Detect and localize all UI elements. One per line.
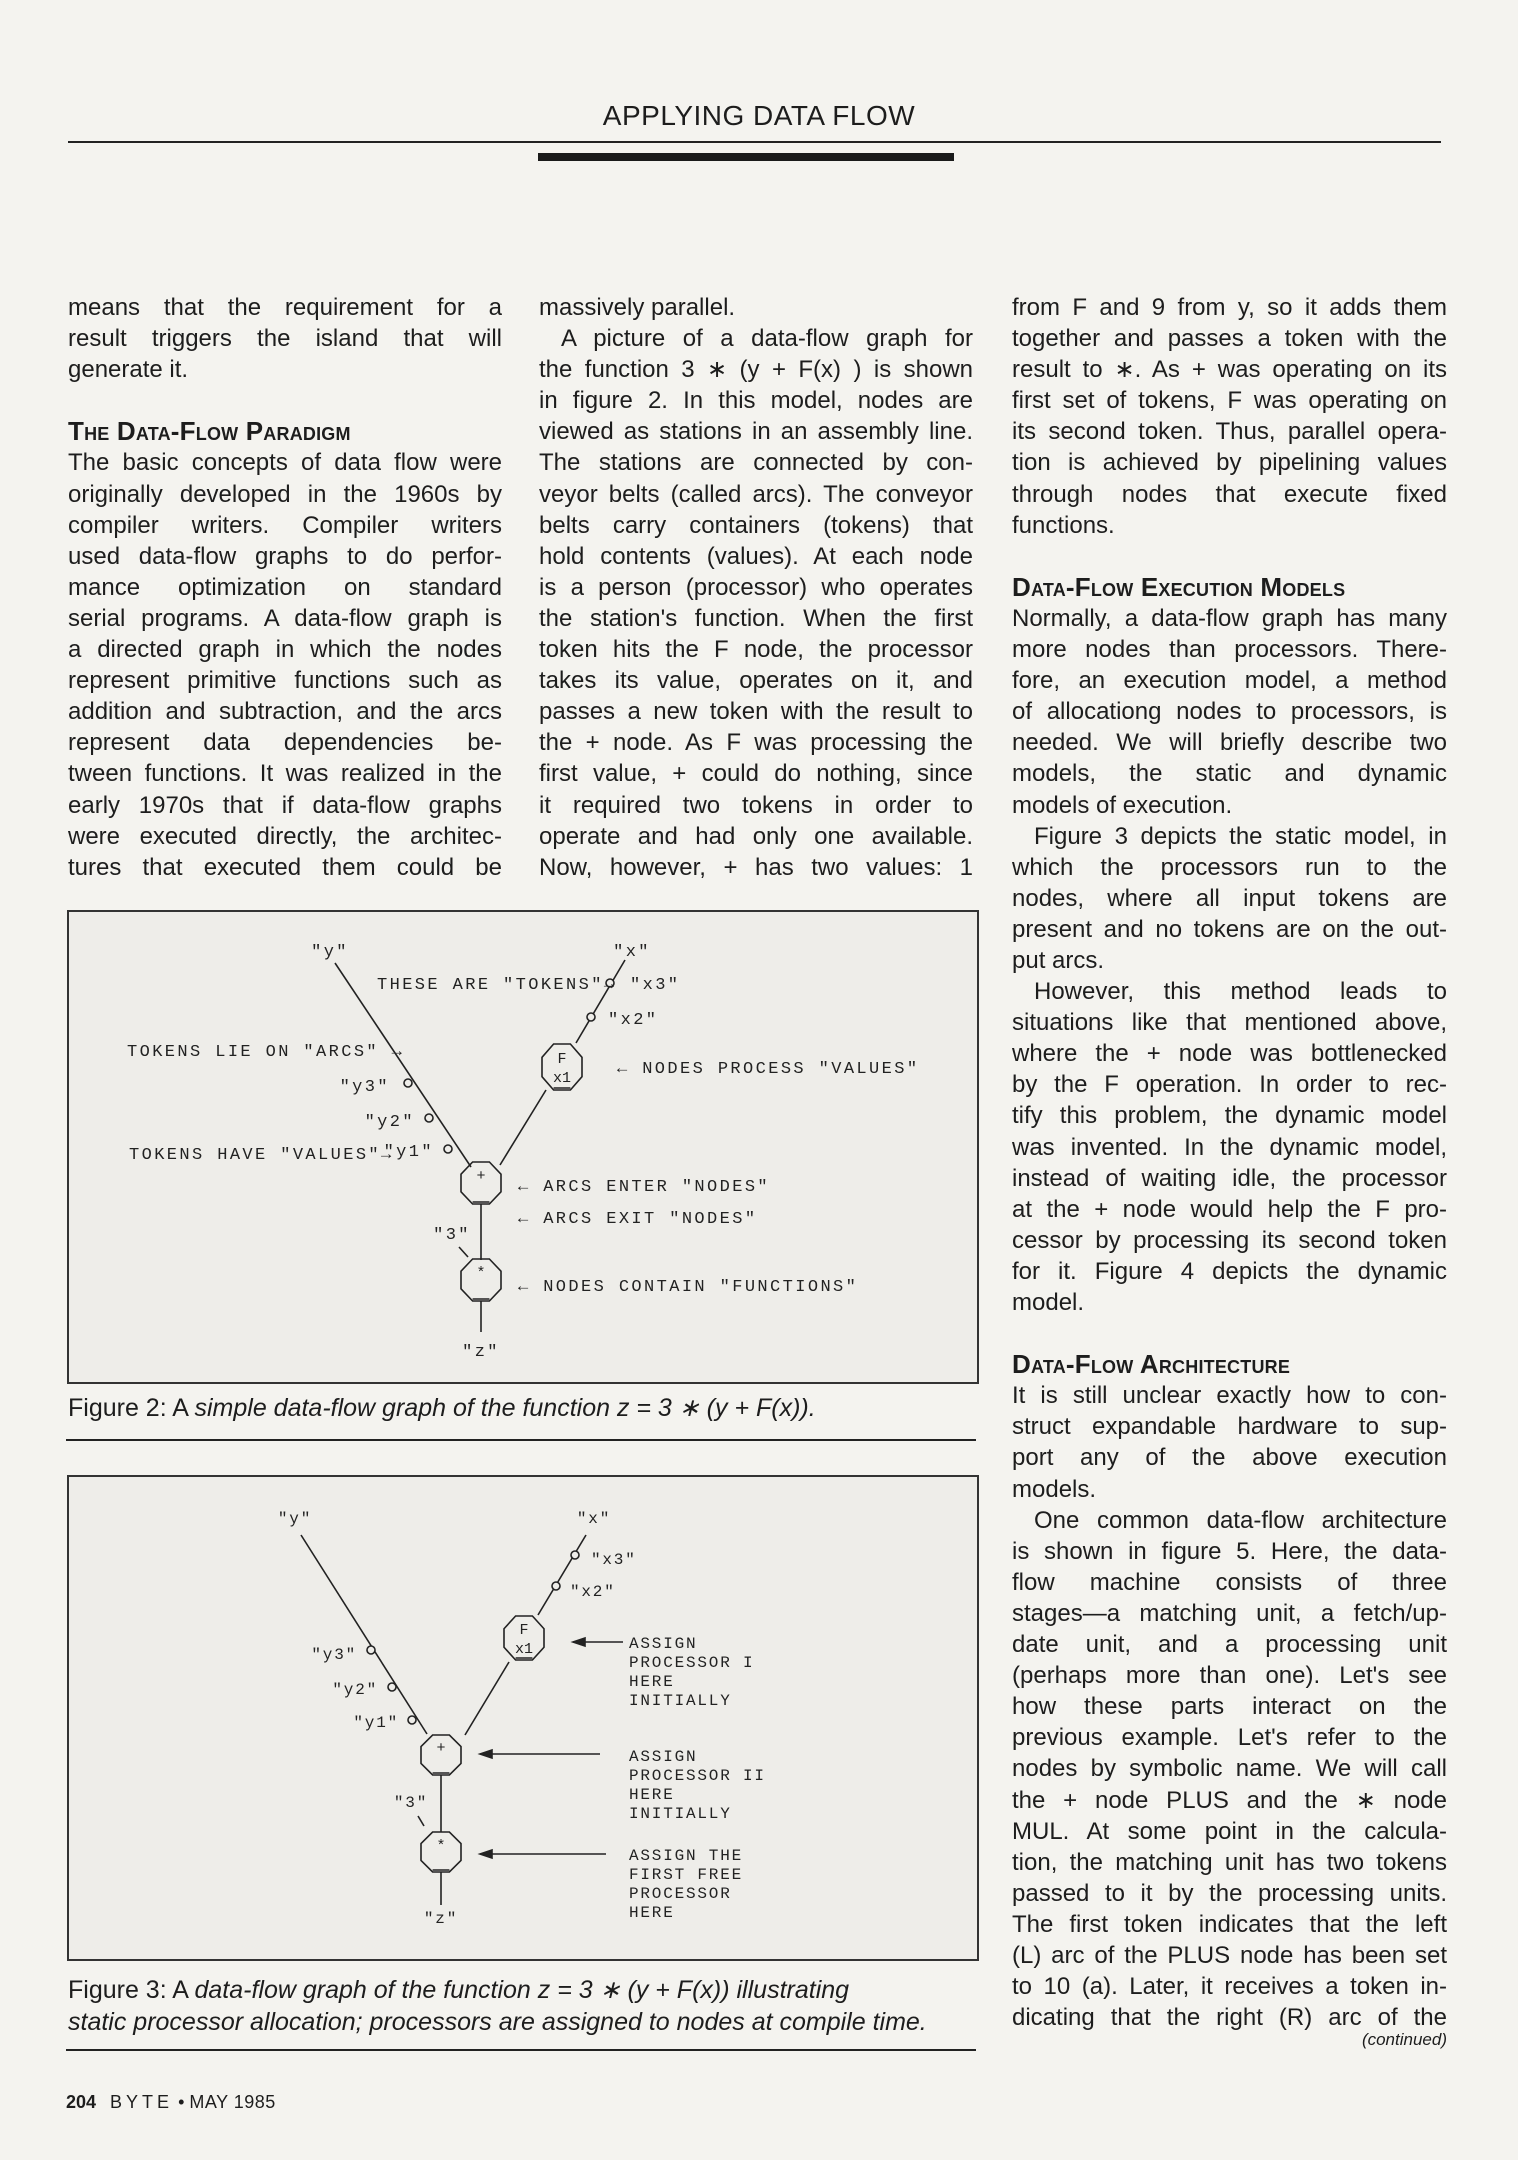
text-line: It is still unclear exactly how to con- bbox=[1012, 1382, 1447, 1410]
text-line: the + node. As F was processing the bbox=[539, 729, 973, 757]
text-line: However, this method leads to bbox=[1034, 978, 1447, 1006]
annotation-line: ASSIGN THE bbox=[629, 1847, 744, 1865]
mul-node-label: * bbox=[436, 1838, 446, 1855]
token-circle bbox=[367, 1646, 375, 1654]
text-line: was invented. In the dynamic model, bbox=[1012, 1133, 1447, 1161]
text-line: takes its value, operates on it, and bbox=[539, 667, 973, 695]
text-line: to 10 (a). Later, it receives a token in- bbox=[1012, 1973, 1447, 2001]
text-line: The basic concepts of data flow were bbox=[68, 449, 502, 477]
text-line: generate it. bbox=[68, 356, 189, 384]
constant-label: "3" bbox=[433, 1226, 471, 1245]
token-label: "x3" bbox=[591, 1551, 637, 1569]
constant-arc bbox=[418, 1816, 424, 1826]
text-line: functions. bbox=[1012, 511, 1115, 539]
text-line: (L) arc of the PLUS node has been set bbox=[1012, 1941, 1447, 1969]
text-line: is a person (processor) who operates bbox=[539, 573, 973, 601]
separator-bullet: • bbox=[178, 2092, 185, 2112]
text-line: One common data-flow architecture bbox=[1034, 1506, 1447, 1534]
annotation-line: ASSIGN bbox=[629, 1635, 698, 1653]
token-circle bbox=[552, 1582, 560, 1590]
input-y-label: "y" bbox=[277, 1510, 313, 1528]
token-circle bbox=[425, 1114, 433, 1122]
text-line: cessor by processing its second token bbox=[1012, 1226, 1447, 1254]
text-line: tify this problem, the dynamic model bbox=[1012, 1102, 1447, 1130]
token-label: "x2" bbox=[570, 1583, 616, 1601]
text-line: which the processors run to the bbox=[1012, 853, 1447, 881]
f-node-label: F bbox=[557, 1051, 567, 1068]
token-circle bbox=[571, 1551, 579, 1559]
text-line: models. bbox=[1012, 1475, 1097, 1503]
text-line: The stations are connected by con- bbox=[539, 449, 973, 477]
annotation-line: PROCESSOR II bbox=[629, 1767, 766, 1785]
constant-label: "3" bbox=[393, 1794, 429, 1812]
text-line: needed. We will briefly describe two bbox=[1012, 729, 1447, 757]
text-line: previous example. Let's refer to the bbox=[1012, 1724, 1447, 1752]
annotation-line: PROCESSOR I bbox=[629, 1654, 755, 1672]
caption-text-line-2: static processor allocation; processors are assigned to nodes at compile time. bbox=[68, 2008, 927, 2036]
text-line: it required two tokens in order to bbox=[539, 791, 973, 819]
text-line: in figure 2. In this model, nodes are bbox=[539, 387, 973, 415]
f-node-value: x1 bbox=[514, 1641, 534, 1658]
text-line: at the + node would help the F pro- bbox=[1012, 1195, 1447, 1223]
token-label: "x2" bbox=[608, 1011, 659, 1030]
text-line: tion, the matching unit has two tokens bbox=[1012, 1848, 1447, 1876]
page-number: 204 bbox=[66, 2092, 97, 2112]
text-line: through nodes that execute fixed bbox=[1012, 480, 1447, 508]
arc bbox=[465, 1662, 509, 1735]
text-line: passed to it by the processing units. bbox=[1012, 1879, 1447, 1907]
issue-date: MAY 1985 bbox=[189, 2092, 276, 2112]
text-line: a directed graph in which the nodes bbox=[68, 636, 502, 664]
text-line: (perhaps more than one). Let's see bbox=[1012, 1662, 1447, 1690]
token-label: "y1" bbox=[353, 1714, 399, 1732]
text-line: originally developed in the 1960s by bbox=[68, 480, 502, 508]
text-line: passes a new token with the result to bbox=[539, 698, 973, 726]
annotation-line: HERE bbox=[629, 1904, 675, 1922]
text-line: its second token. Thus, parallel opera- bbox=[1012, 418, 1447, 446]
annotation: THESE ARE "TOKENS"→ bbox=[377, 976, 617, 995]
text-line: models of execution. bbox=[1012, 791, 1233, 819]
arc bbox=[301, 1535, 427, 1734]
text-line: models, the static and dynamic bbox=[1012, 760, 1447, 788]
text-line: stages—a matching unit, a fetch/up- bbox=[1012, 1599, 1447, 1627]
text-line: Figure 3 depicts the static model, in bbox=[1034, 822, 1447, 850]
caption-text: simple data-flow graph of the function z = 3 ∗ (y + F(x)). bbox=[194, 1394, 816, 1422]
text-line: tures that executed them could be bbox=[68, 853, 502, 881]
text-line: MUL. At some point in the calcula- bbox=[1012, 1817, 1447, 1845]
text-line: means that the requirement for a bbox=[68, 294, 502, 321]
section-heading: Data-Flow Architecture bbox=[1012, 1349, 1291, 1380]
f-node-value: x1 bbox=[552, 1070, 572, 1087]
text-line: addition and subtraction, and the arcs bbox=[68, 698, 502, 726]
text-line: compiler writers. Compiler writers bbox=[68, 511, 502, 539]
text-line: nodes by symbolic name. We will call bbox=[1012, 1755, 1447, 1783]
text-line: from F and 9 from y, so it adds them bbox=[1012, 294, 1447, 321]
text-line: port any of the above execution bbox=[1012, 1444, 1447, 1472]
text-line: date unit, and a processing unit bbox=[1012, 1631, 1447, 1659]
token-label: "y1" bbox=[383, 1143, 434, 1162]
output-z-label: "z" bbox=[423, 1910, 459, 1928]
text-line: represent primitive functions such as bbox=[68, 667, 502, 695]
arc bbox=[538, 1535, 586, 1615]
text-line: represent data dependencies be- bbox=[68, 729, 502, 757]
input-y-label: "y" bbox=[311, 943, 349, 962]
text-line: used data-flow graphs to do perfor- bbox=[68, 542, 502, 570]
plus-node-label: + bbox=[436, 1740, 446, 1757]
text-line: result to ∗. As + was operating on its bbox=[1012, 356, 1447, 384]
token-circle bbox=[404, 1079, 412, 1087]
text-line: where the + node was bottlenecked bbox=[1012, 1040, 1447, 1068]
text-line: belts carry containers (tokens) that bbox=[539, 511, 973, 539]
token-circle bbox=[408, 1716, 416, 1724]
mul-node-label: * bbox=[476, 1265, 486, 1282]
annotation: ← NODES CONTAIN "FUNCTIONS" bbox=[518, 1278, 859, 1297]
text-line: early 1970s that if data-flow graphs bbox=[68, 791, 502, 819]
text-line: tion is achieved by pipelining values bbox=[1012, 449, 1447, 477]
text-line: how these parts interact on the bbox=[1012, 1693, 1447, 1721]
text-line: together and passes a token with the bbox=[1012, 325, 1447, 353]
arrow-head-icon bbox=[480, 1850, 492, 1858]
input-x-label: "x" bbox=[613, 943, 651, 962]
annotation: ← NODES PROCESS "VALUES" bbox=[617, 1060, 920, 1079]
text-line: the + node PLUS and the ∗ node bbox=[1012, 1786, 1447, 1814]
text-line: instead of waiting idle, the processor bbox=[1012, 1164, 1447, 1192]
text-line: were executed directly, the architec- bbox=[68, 822, 502, 850]
arc bbox=[576, 960, 625, 1043]
continued-note: (continued) bbox=[1361, 2030, 1447, 2049]
arrow-head-icon bbox=[573, 1638, 585, 1646]
text-line: serial programs. A data-flow graph is bbox=[68, 604, 502, 632]
caption-label: Figure 3: A bbox=[68, 1976, 188, 2004]
token-label: "y3" bbox=[339, 1078, 390, 1097]
annotation: TOKENS LIE ON "ARCS" → bbox=[127, 1043, 405, 1062]
annotation-line: FIRST FREE bbox=[629, 1866, 744, 1884]
token-circle bbox=[587, 1013, 595, 1021]
text-line: more nodes than processors. There- bbox=[1012, 636, 1447, 664]
annotation: ← ARCS ENTER "NODES" bbox=[518, 1178, 771, 1197]
text-line: the station's function. When the first bbox=[539, 604, 973, 632]
text-line: The first token indicates that the left bbox=[1012, 1910, 1447, 1938]
annotation: ← ARCS EXIT "NODES" bbox=[518, 1210, 758, 1229]
text-line: tween functions. It was realized in the bbox=[68, 760, 502, 788]
caption-text-line-1: data-flow graph of the function z = 3 ∗ (y + F(x)) illustrating bbox=[194, 1976, 850, 2004]
text-line: model. bbox=[1012, 1289, 1085, 1316]
plus-node-label: + bbox=[476, 1168, 486, 1185]
token-label: "x3" bbox=[630, 976, 681, 995]
text-line: the function 3 ∗ (y + F(x) ) is shown bbox=[539, 356, 973, 384]
annotation: TOKENS HAVE "VALUES"→ bbox=[129, 1146, 394, 1165]
text-line: mance optimization on standard bbox=[68, 573, 502, 601]
arrow-head-icon bbox=[480, 1750, 492, 1758]
text-line: fore, an execution model, a method bbox=[1012, 667, 1447, 695]
text-line: A picture of a data-flow graph for bbox=[561, 325, 973, 353]
output-z-label: "z" bbox=[462, 1343, 500, 1362]
token-label: "y2" bbox=[364, 1113, 415, 1132]
token-label: "y2" bbox=[332, 1681, 378, 1699]
text-line: for it. Figure 4 depicts the dynamic bbox=[1012, 1257, 1447, 1285]
text-line: operate and had only one available. bbox=[539, 822, 973, 850]
text-line: by the F operation. In order to rec- bbox=[1012, 1071, 1447, 1099]
text-line: present and no tokens are on the out- bbox=[1012, 915, 1447, 943]
text-line: dicating that the right (R) arc of the bbox=[1012, 2004, 1447, 2032]
text-line: of allocationg nodes to processors, is bbox=[1012, 698, 1447, 726]
text-line: hold contents (values). At each node bbox=[539, 542, 973, 570]
text-line: struct expandable hardware to sup- bbox=[1012, 1413, 1447, 1441]
token-label: "y3" bbox=[311, 1646, 357, 1664]
token-circle bbox=[444, 1145, 452, 1153]
annotation-line: HERE bbox=[629, 1786, 675, 1804]
f-node-label: F bbox=[519, 1622, 529, 1639]
text-line: viewed as stations in an assembly line. bbox=[539, 418, 973, 446]
constant-arc bbox=[459, 1247, 468, 1257]
annotation-line: INITIALLY bbox=[629, 1805, 732, 1823]
annotation-line: PROCESSOR bbox=[629, 1885, 732, 1903]
text-line: situations like that mentioned above, bbox=[1012, 1009, 1447, 1037]
annotation-line: HERE bbox=[629, 1673, 675, 1691]
section-heading: Data-Flow Execution Models bbox=[1012, 571, 1346, 602]
input-x-label: "x" bbox=[576, 1510, 612, 1528]
annotation-line: INITIALLY bbox=[629, 1692, 732, 1710]
text-line: flow machine consists of three bbox=[1012, 1568, 1447, 1596]
section-heading: The Data-Flow Paradigm bbox=[68, 416, 351, 447]
annotation-line: ASSIGN bbox=[629, 1748, 698, 1766]
text-line: nodes, where all input tokens are bbox=[1012, 884, 1447, 912]
text-line: first set of tokens, F was operating on bbox=[1012, 387, 1447, 415]
text-line: veyor belts (called arcs). The conveyor bbox=[539, 480, 973, 508]
magazine-name: BYTE bbox=[110, 2092, 174, 2112]
text-line: Normally, a data-flow graph has many bbox=[1012, 604, 1447, 632]
caption-label: Figure 2: A bbox=[68, 1394, 188, 1422]
running-head: APPLYING DATA FLOW bbox=[602, 100, 916, 131]
text-line: put arcs. bbox=[1012, 946, 1105, 974]
text-line: first value, + could do nothing, since bbox=[539, 760, 973, 788]
text-line: Now, however, + has two values: 1 bbox=[539, 853, 973, 881]
arc bbox=[500, 1090, 546, 1165]
text-line: result triggers the island that will bbox=[68, 325, 502, 353]
text-line: token hits the F node, the processor bbox=[539, 636, 973, 664]
text-line: is shown in figure 5. Here, the data- bbox=[1012, 1537, 1447, 1565]
token-circle bbox=[388, 1683, 396, 1691]
text-line: massively parallel. bbox=[539, 294, 736, 321]
